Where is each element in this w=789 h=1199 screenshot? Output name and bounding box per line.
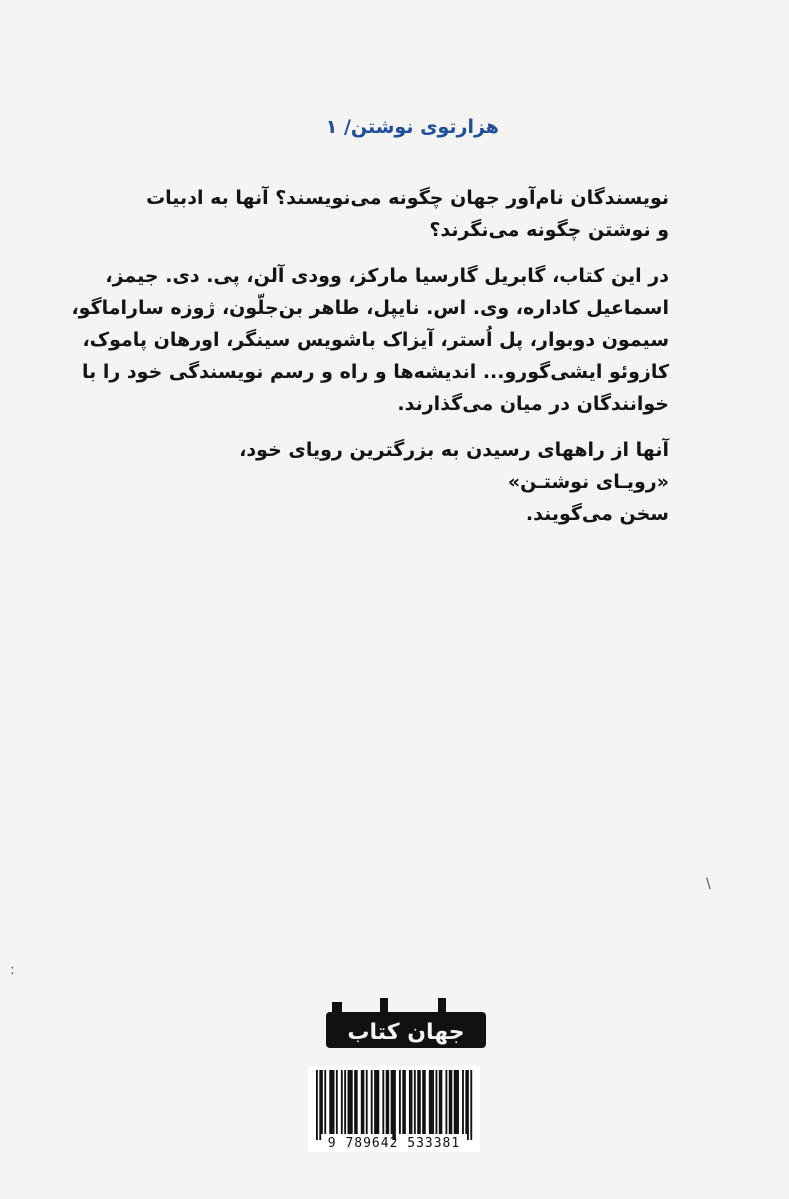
barcode-bar <box>354 1070 356 1134</box>
barcode-bar <box>455 1070 457 1134</box>
barcode-bar <box>470 1070 472 1140</box>
barcode-bar <box>333 1070 335 1134</box>
barcode-bar <box>429 1070 431 1134</box>
barcode-bar <box>344 1070 346 1134</box>
barcode-bar <box>449 1070 451 1134</box>
barcode-bar <box>356 1070 358 1134</box>
blurb-line: سیمون دوبوار، پل اُستر، آیزاک باشویس سینگر، اورهان پاموک، <box>82 329 669 351</box>
barcode-bar <box>316 1070 318 1140</box>
scratch-mark: \ <box>706 876 711 892</box>
barcode-bar <box>462 1070 464 1134</box>
blurb-paragraph-3 <box>164 434 669 530</box>
barcode-bar <box>386 1070 388 1134</box>
barcode-bar <box>467 1070 469 1140</box>
barcode-bar <box>439 1070 441 1134</box>
blurb-line: سخن می‌گویند. <box>525 503 669 525</box>
barcode-bar <box>394 1070 396 1140</box>
barcode-bar <box>331 1070 333 1134</box>
barcode-bar <box>324 1070 326 1134</box>
barcode-digits: 9 789642 533381 <box>327 1136 461 1151</box>
barcode-bar <box>419 1070 421 1134</box>
barcode-bar <box>321 1070 323 1134</box>
barcode-bar <box>371 1070 373 1134</box>
barcode-bar <box>435 1070 437 1134</box>
barcode-bar <box>374 1070 376 1134</box>
publisher-logo <box>320 996 492 1058</box>
barcode-bar <box>422 1070 424 1134</box>
barcode-bar <box>361 1070 363 1134</box>
blurb-line: «رویـای نوشتـن» <box>507 471 669 493</box>
barcode-bar <box>377 1070 379 1134</box>
barcode-bar <box>376 1070 378 1134</box>
barcode-bar <box>362 1070 364 1134</box>
blurb <box>71 182 669 544</box>
barcode-bar <box>450 1070 452 1134</box>
barcode-bar <box>341 1070 343 1134</box>
barcode-bar <box>336 1070 338 1134</box>
barcode-bar <box>329 1070 331 1134</box>
blurb-paragraph-2 <box>71 260 669 420</box>
blurb-line: اسماعیل کاداره، وی. اس. نایپل، طاهر بن‌جلّون، ژوزه ساراماگو، <box>71 297 669 319</box>
barcode-bar <box>349 1070 351 1134</box>
publisher-logo-text: جهان کتاب <box>347 1020 465 1045</box>
barcode-bar <box>404 1070 406 1134</box>
barcode-bar <box>366 1070 368 1134</box>
barcode-bar <box>414 1070 416 1134</box>
blurb-line: و نوشتن چگونه می‌نگرند؟ <box>429 219 669 241</box>
barcode-bar <box>392 1070 394 1140</box>
barcode-bar <box>319 1070 321 1140</box>
series-title: هزارتوی نوشتن/ ۱ <box>325 116 499 138</box>
barcode-bar <box>431 1070 433 1134</box>
barcode-bar <box>454 1070 456 1134</box>
barcode-bar <box>348 1070 350 1134</box>
blurb-line: نویسندگان نام‌آور جهان چگونه می‌نویسند؟ آنها به ادبیات <box>146 187 669 209</box>
barcode-bar <box>445 1070 447 1134</box>
barcode-bar <box>409 1070 411 1134</box>
blurb-line: کازوئو ایشی‌گورو... اندیشه‌ها و راه و رسم نویسندگی خود را با <box>81 361 669 383</box>
barcode-bar <box>411 1070 413 1134</box>
blurb-line: در این کتاب، گابریل گارسیا مارکز، وودی آلن، پی. دی. جیمز، <box>105 265 669 287</box>
barcode-bar <box>391 1070 393 1134</box>
barcode-bar <box>351 1070 353 1134</box>
barcode-bar <box>424 1070 426 1134</box>
barcode-bar <box>399 1070 401 1134</box>
barcode-bar <box>417 1070 419 1134</box>
blurb-line: خوانندگان در میان می‌گذارند. <box>397 393 669 415</box>
blurb-paragraph-1 <box>146 182 669 246</box>
barcode-bar <box>402 1070 404 1134</box>
barcode-bar <box>432 1070 434 1134</box>
scratch-mark: : <box>10 962 15 978</box>
barcode-bar <box>382 1070 384 1134</box>
barcode-bar <box>465 1070 467 1134</box>
barcode-bar <box>387 1070 389 1134</box>
barcode-bar <box>457 1070 459 1134</box>
barcode-bar <box>440 1070 442 1134</box>
blurb-line: آنها از راههای رسیدن به بزرگترین رویای خود، <box>239 439 669 461</box>
